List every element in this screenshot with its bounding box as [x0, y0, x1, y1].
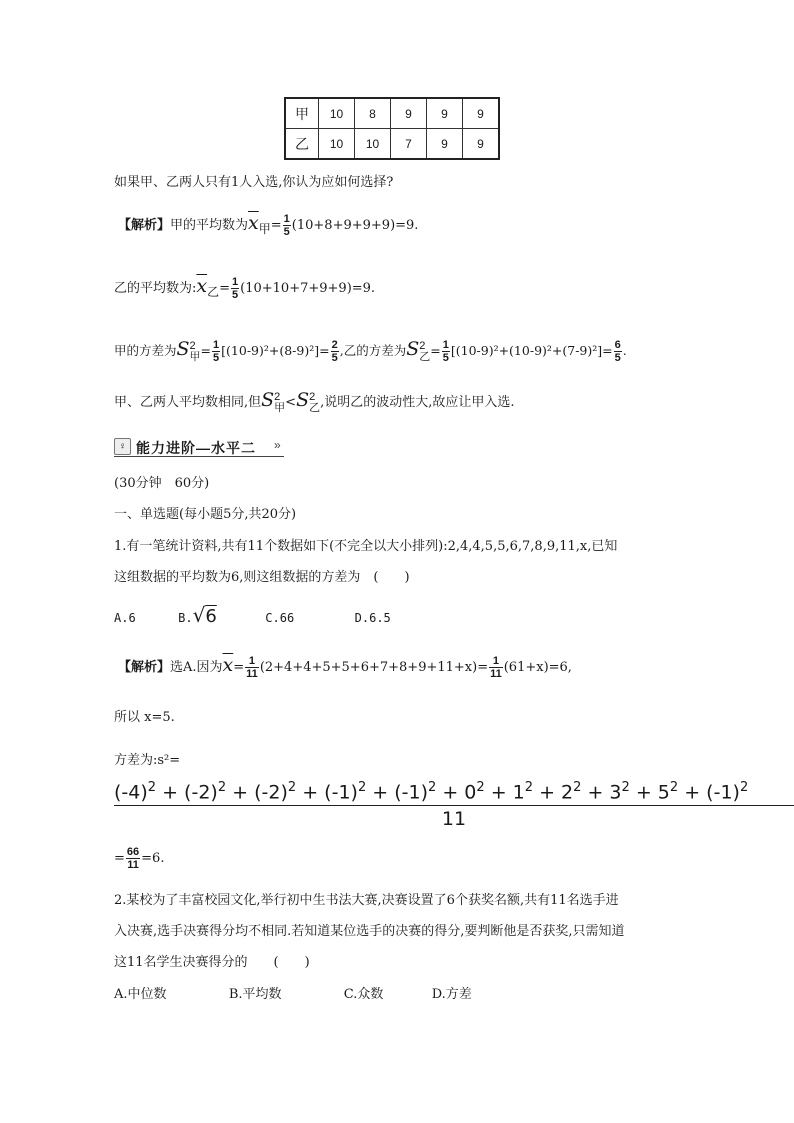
fraction-numerator: $(-4)^2 + (-2)^2 + (-2)^2 + (-1)^2 + (-1)^2 + 0^2 + 1^2 + 2^2 + 3^2 + 5^2 + (-1)^2$: [114, 780, 794, 806]
time-info: (30分钟 60分): [114, 476, 210, 491]
score-cell: 10: [355, 129, 391, 160]
subscript: 甲: [258, 222, 271, 236]
text: 甲的平均数为: [170, 218, 249, 233]
score-table: [284, 97, 500, 160]
x-bar: $\overline{x}$: [222, 654, 234, 676]
text: =: [219, 281, 231, 296]
text: (10+8+9+9+9)=9.: [291, 218, 419, 233]
s-var: S: [296, 389, 310, 411]
solution-tag: 【解析】: [118, 660, 171, 675]
q1-solution-3: 方差为:s²=: [114, 753, 181, 768]
score-cell: 7: [391, 129, 427, 160]
q2-line-1: 2.某校为了丰富校园文化,举行初中生书法大赛,决赛设置了6个获奖名额,共有11名选手进: [114, 893, 619, 908]
fraction: $\frac{1}{5}$: [213, 339, 220, 364]
solution-line-4: [114, 385, 515, 418]
option-b[interactable]: B.√6: [178, 603, 217, 627]
q1-solution-2: 所以 x=5.: [114, 710, 175, 725]
table-row: [285, 98, 499, 129]
option-a[interactable]: A.中位数: [114, 987, 167, 1002]
q1-solution-1: 【解析】选A.因为$\overline{x}=$ $\frac{1}{11}$ (2+4+4+5+5+6+7+8+9+11+x)= $\frac{1}{11}$ (61+x)=6,: [118, 654, 572, 680]
fraction: $\frac{1}{5}$: [232, 276, 239, 301]
fraction: $\frac{6}{5}$: [614, 339, 621, 364]
fraction: $\frac{2}{5}$: [331, 339, 338, 364]
fraction: $\frac{66}{11}$: [126, 846, 140, 871]
option-a[interactable]: A.6: [114, 611, 136, 625]
sqrt-icon: √: [192, 603, 206, 627]
q2-options: [114, 983, 472, 1002]
text: 甲、乙两人平均数相同,但: [114, 395, 262, 410]
fraction: $\frac{1}{5}$: [442, 339, 449, 364]
text: [(10-9)²+(8-9)²]=: [221, 343, 330, 358]
q1-result: = $\frac{66}{11}$ =6.: [114, 846, 165, 871]
text: <: [285, 395, 297, 410]
text: (61+x)=6,: [503, 660, 572, 675]
sup-sub: 2 甲: [189, 339, 201, 363]
section-header: [114, 438, 284, 457]
x-bar: $\overline{x}$: [248, 212, 259, 234]
score-cell: 10: [319, 98, 355, 129]
text: (2+4+4+5+5+6+7+8+9+11+x)=: [259, 660, 489, 675]
q1-line-2: 这组数据的平均数为6,则这组数据的方差为 ( ): [114, 570, 410, 585]
subscript: 乙: [207, 285, 220, 299]
option-c[interactable]: C.众数: [343, 987, 384, 1002]
text: [(10-9)²+(10-9)²+(7-9)²]=: [450, 343, 613, 358]
solution-tag: 【解析】: [118, 218, 171, 233]
q1-options: [114, 604, 391, 629]
option-d[interactable]: D.6.5: [354, 611, 391, 625]
score-cell: 9: [391, 98, 427, 129]
part-title: 一、单选题(每小题5分,共20分): [114, 507, 297, 522]
solution-line-2: [114, 271, 375, 307]
s-var: S: [406, 338, 420, 360]
text: 乙的平均数为:: [114, 281, 197, 296]
fraction: $\frac{1}{11}$: [490, 655, 502, 680]
sup-sub: 2 乙: [309, 390, 321, 414]
bulb-icon: ♀: [114, 438, 131, 455]
solution-line-1: [118, 208, 418, 244]
q2-line-2: 入决赛,选手决赛得分均不相同.若知道某位选手的决赛的得分,要判断他是否获奖,只需知道: [114, 924, 625, 939]
text: ,乙的方差为: [339, 343, 407, 358]
solution-line-3: 甲的方差为S 2 甲 = $\frac{1}{5}$ [(10-9)²+(8-9)²]= $\frac{2}{5}$ ,乙的方差为S 2 乙 = $\frac{1}{5}$ [(10-9)²+(10-9)²+(7-9)²]= $\frac{6}{5}$ .: [114, 338, 627, 364]
double-chevron-icon: »: [274, 438, 281, 452]
option-c[interactable]: C.66: [265, 611, 295, 625]
score-cell: 9: [427, 98, 463, 129]
question-text: 如果甲、乙两人只有1人入选,你认为应如何选择?: [114, 175, 394, 190]
s-var: S: [261, 389, 275, 411]
fraction: $\frac{1}{5}$: [283, 213, 290, 238]
score-cell: 8: [355, 98, 391, 129]
text: 选A.因为: [170, 660, 223, 675]
text: (10+10+7+9+9)=9.: [240, 281, 376, 296]
q1-line-1: 1.有一笔统计资料,共有11个数据如下(不完全以大小排列):2,4,4,5,5,6,7,8,9,11,x,已知: [114, 539, 618, 554]
sup-sub: 2 甲: [274, 390, 286, 414]
text: ,说明乙的波动性大,故应让甲入选.: [320, 395, 515, 410]
table-row: [285, 129, 499, 160]
option-d[interactable]: D.方差: [431, 987, 472, 1002]
score-cell: 9: [463, 98, 500, 129]
fraction: $\frac{1}{11}$: [246, 655, 258, 680]
sup-sub: 2 乙: [419, 339, 431, 363]
x-bar: $\overline{x}$: [196, 275, 208, 297]
variance-fraction: [114, 780, 794, 830]
q2-line-3: 这11名学生决赛得分的 ( ): [114, 955, 310, 970]
score-cell: 9: [463, 129, 500, 160]
text: 甲的方差为: [114, 343, 177, 358]
score-cell: 10: [319, 129, 355, 160]
row-name: 乙: [285, 129, 319, 160]
text: =: [270, 218, 282, 233]
score-cell: 9: [427, 129, 463, 160]
section-title: 能力进阶—水平二: [136, 440, 256, 456]
option-b[interactable]: B.平均数: [228, 987, 282, 1002]
fraction-denominator: 11: [441, 808, 467, 831]
s-var: S: [176, 338, 190, 360]
row-name: 甲: [285, 98, 319, 129]
